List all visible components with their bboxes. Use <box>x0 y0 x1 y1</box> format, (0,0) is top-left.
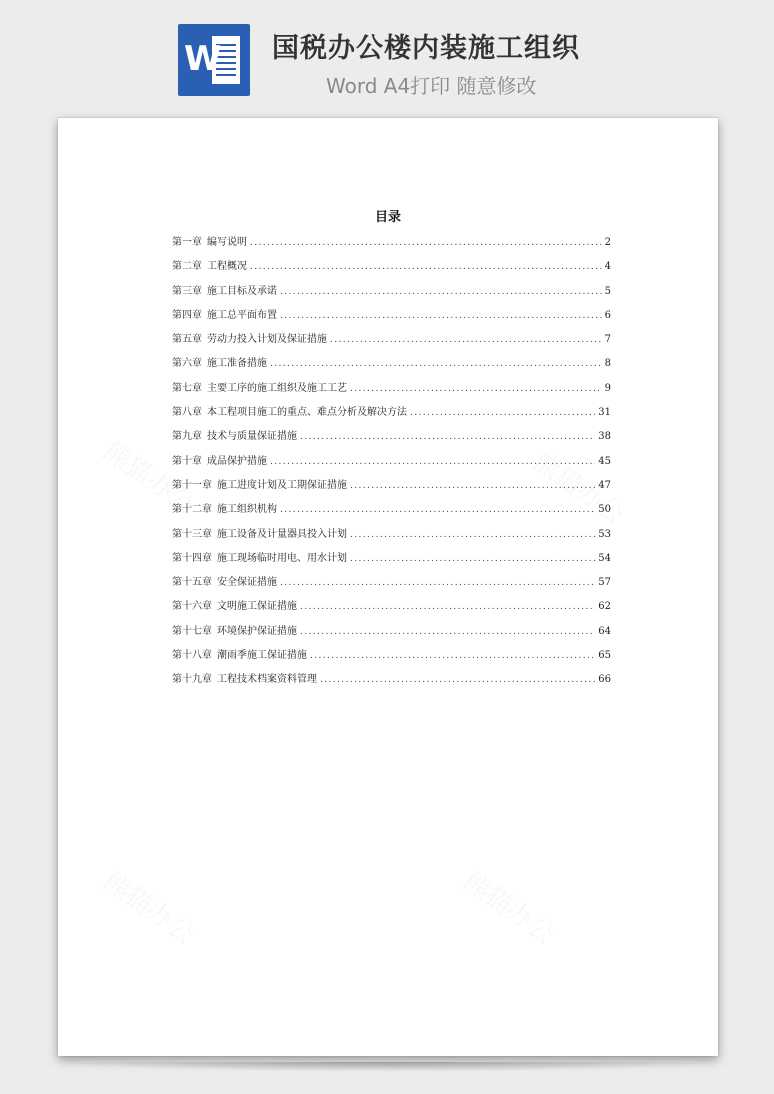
toc-dot-leader <box>280 578 595 588</box>
toc-page-number: 64 <box>598 625 611 637</box>
toc-entry[interactable] <box>172 597 611 621</box>
toc-chapter-number: 第十九章 <box>172 674 212 686</box>
toc-dot-leader <box>300 602 595 612</box>
toc-chapter-number: 第十八章 <box>172 650 212 662</box>
toc-entry[interactable] <box>172 525 611 549</box>
toc-chapter-title: 本工程项目施工的重点、难点分析及解决方法 <box>207 407 407 419</box>
watermark <box>457 862 563 952</box>
toc-page-number: 4 <box>604 261 611 273</box>
toc-dot-leader <box>330 335 602 345</box>
toc-dot-leader <box>280 505 595 515</box>
toc-chapter-number: 第十章 <box>172 455 202 467</box>
toc-page-number: 53 <box>598 528 611 540</box>
toc-dot-leader <box>350 384 602 394</box>
toc-entry[interactable] <box>172 573 611 597</box>
toc-dot-leader <box>250 262 602 272</box>
toc-page-number: 38 <box>598 431 611 443</box>
toc-entry[interactable] <box>172 427 611 451</box>
toc-chapter-number: 第十五章 <box>172 577 212 589</box>
toc-page-number: 57 <box>598 577 611 589</box>
toc-dot-leader <box>350 530 595 540</box>
toc-entry[interactable] <box>172 257 611 281</box>
toc-page-number: 5 <box>604 285 611 297</box>
toc-chapter-title: 成品保护措施 <box>207 455 267 467</box>
page-shadow <box>66 1062 710 1072</box>
document-page <box>58 118 718 1056</box>
document-title: 国税办公楼内装施工组织 <box>272 33 580 64</box>
toc-entry[interactable] <box>172 282 611 306</box>
toc-chapter-number: 第十三章 <box>172 528 212 540</box>
toc-chapter-title: 施工组织机构 <box>217 504 277 516</box>
toc-chapter-number: 第十四章 <box>172 552 212 564</box>
toc-entry[interactable] <box>172 622 611 646</box>
header <box>0 0 774 118</box>
table-of-contents <box>172 233 611 695</box>
toc-chapter-title: 施工准备措施 <box>207 358 267 370</box>
word-logo-letter: W <box>184 39 222 79</box>
toc-chapter-title: 施工现场临时用电、用水计划 <box>217 552 347 564</box>
toc-chapter-title: 潮雨季施工保证措施 <box>217 650 307 662</box>
toc-dot-leader <box>320 675 595 685</box>
toc-entry[interactable] <box>172 306 611 330</box>
toc-chapter-number: 第九章 <box>172 431 202 443</box>
toc-dot-leader <box>280 287 602 297</box>
toc-chapter-title: 主要工序的施工组织及施工工艺 <box>207 382 347 394</box>
toc-chapter-number: 第三章 <box>172 285 202 297</box>
toc-entry[interactable] <box>172 646 611 670</box>
toc-page-number: 66 <box>598 674 611 686</box>
toc-dot-leader <box>280 311 602 321</box>
toc-chapter-number: 第四章 <box>172 309 202 321</box>
toc-chapter-number: 第十七章 <box>172 625 212 637</box>
toc-page-number: 6 <box>604 309 611 321</box>
toc-page-number: 31 <box>598 407 611 419</box>
toc-chapter-title: 安全保证措施 <box>217 577 277 589</box>
watermark <box>97 862 203 952</box>
toc-chapter-number: 第五章 <box>172 334 202 346</box>
toc-entry[interactable] <box>172 670 611 694</box>
toc-chapter-title: 劳动力投入计划及保证措施 <box>207 334 327 346</box>
toc-entry[interactable] <box>172 476 611 500</box>
toc-entry[interactable] <box>172 330 611 354</box>
toc-page-number: 65 <box>598 650 611 662</box>
toc-chapter-number: 第十六章 <box>172 601 212 613</box>
toc-page-number: 45 <box>598 455 611 467</box>
toc-entry[interactable] <box>172 452 611 476</box>
toc-chapter-number: 第六章 <box>172 358 202 370</box>
toc-entry[interactable] <box>172 233 611 257</box>
toc-chapter-number: 第一章 <box>172 237 202 248</box>
toc-chapter-title: 环境保护保证措施 <box>217 625 297 637</box>
toc-dot-leader <box>410 408 595 418</box>
toc-dot-leader <box>270 359 602 369</box>
toc-page-number: 62 <box>598 601 611 613</box>
toc-chapter-title: 工程概况 <box>207 261 247 273</box>
toc-dot-leader <box>310 651 595 661</box>
toc-chapter-title: 工程技术档案资料管理 <box>217 674 317 686</box>
toc-entry[interactable] <box>172 354 611 378</box>
toc-chapter-title: 文明施工保证措施 <box>217 601 297 613</box>
toc-page-number: 8 <box>604 358 611 370</box>
toc-chapter-title: 施工目标及承诺 <box>207 285 277 297</box>
toc-chapter-title: 技术与质量保证措施 <box>207 431 297 443</box>
toc-entry[interactable] <box>172 500 611 524</box>
toc-entry[interactable] <box>172 549 611 573</box>
toc-chapter-number: 第十一章 <box>172 479 212 491</box>
toc-chapter-number: 第八章 <box>172 407 202 419</box>
document-subtitle: Word A4打印 随意修改 <box>326 74 537 98</box>
toc-dot-leader <box>350 554 595 564</box>
toc-entry[interactable] <box>172 379 611 403</box>
toc-heading: 目录 <box>374 210 401 225</box>
toc-dot-leader <box>270 457 595 467</box>
word-logo-icon <box>178 24 250 96</box>
toc-page-number: 2 <box>604 237 611 248</box>
toc-entry[interactable] <box>172 403 611 427</box>
toc-page-number: 50 <box>598 504 611 516</box>
toc-dot-leader <box>250 238 602 248</box>
toc-page-number: 54 <box>598 552 611 564</box>
toc-page-number: 47 <box>598 479 611 491</box>
toc-chapter-title: 编写说明 <box>207 237 247 248</box>
toc-chapter-number: 第二章 <box>172 261 202 273</box>
toc-chapter-title: 施工设备及计量器具投入计划 <box>217 528 347 540</box>
toc-dot-leader <box>300 627 595 637</box>
toc-chapter-number: 第十二章 <box>172 504 212 516</box>
toc-chapter-title: 施工进度计划及工期保证措施 <box>217 479 347 491</box>
toc-page-number: 9 <box>604 382 611 394</box>
toc-page-number: 7 <box>604 334 611 346</box>
toc-dot-leader <box>300 432 595 442</box>
toc-chapter-number: 第七章 <box>172 382 202 394</box>
toc-dot-leader <box>350 481 595 491</box>
toc-chapter-title: 施工总平面布置 <box>207 309 277 321</box>
